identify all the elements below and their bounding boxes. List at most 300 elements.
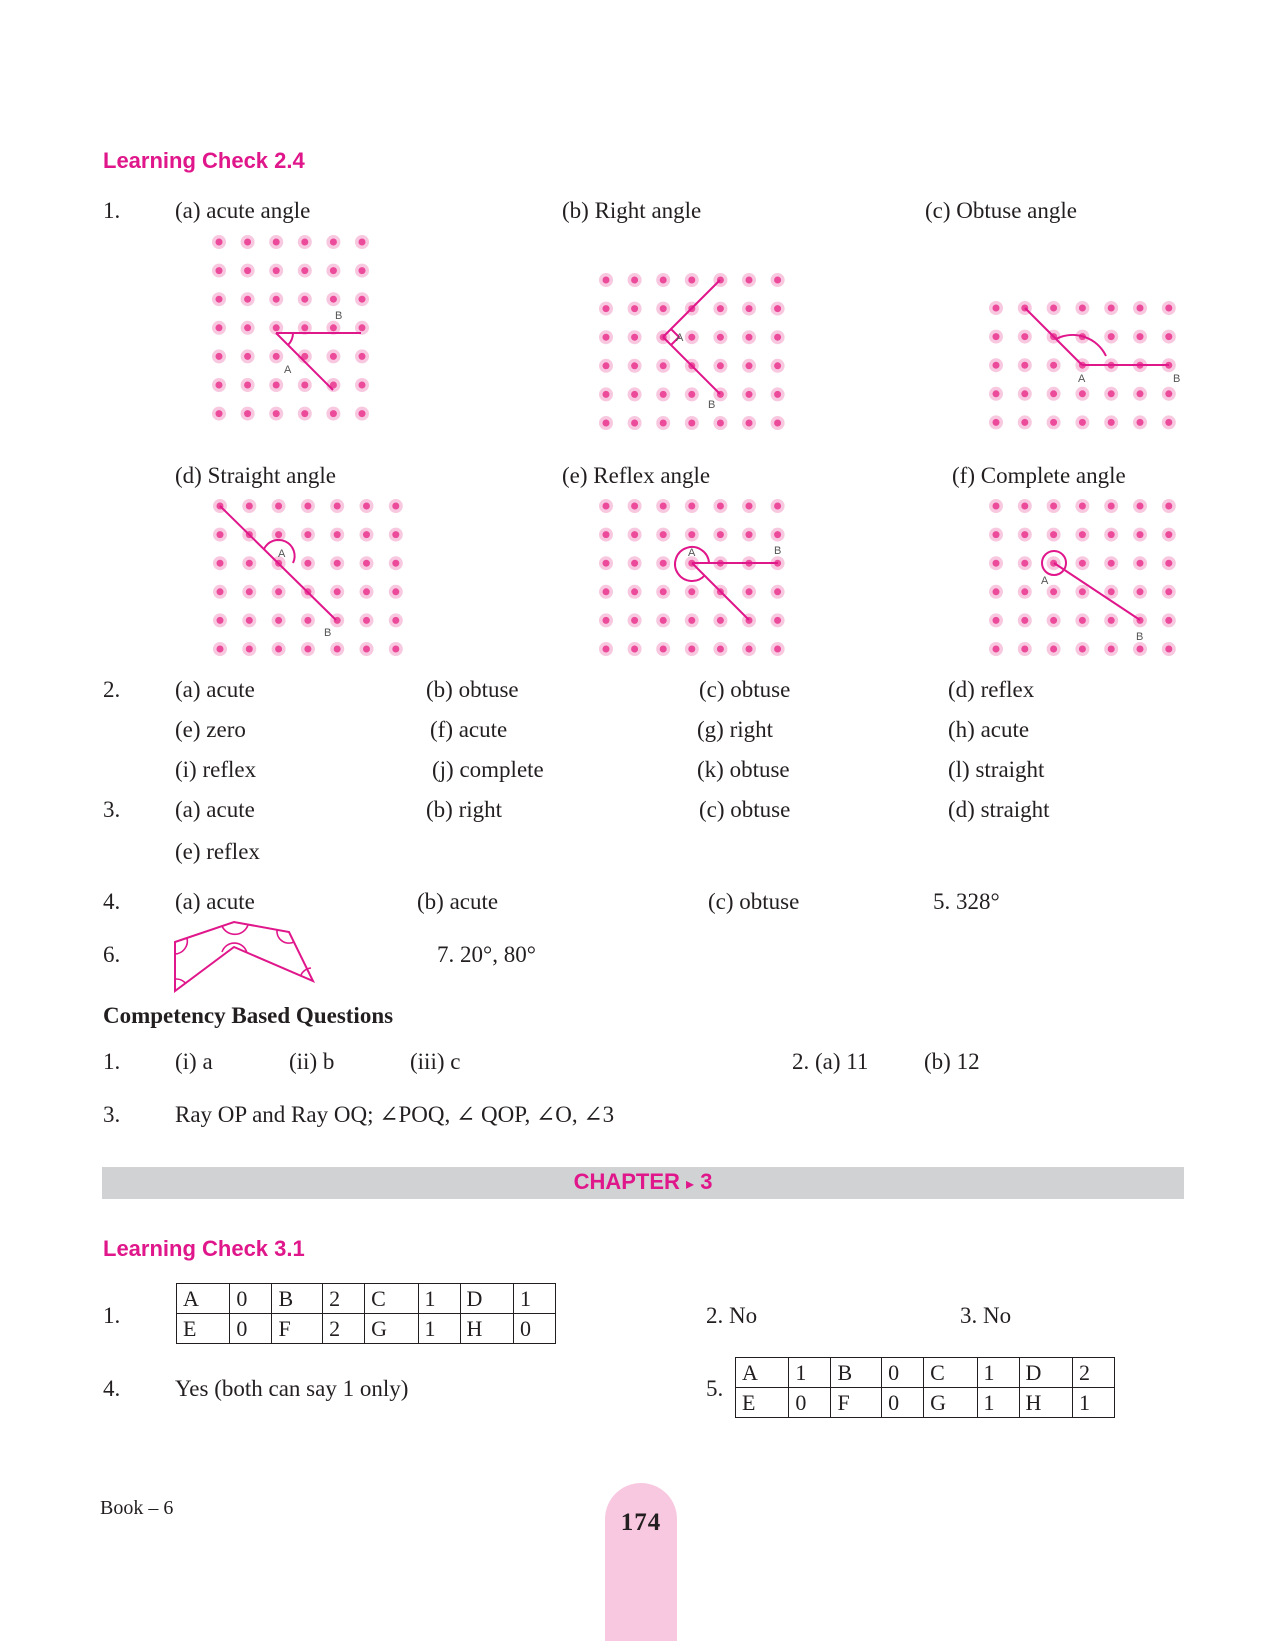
grid-dot-center — [688, 420, 695, 427]
table-cell: 0 — [882, 1388, 924, 1418]
table-cell: D — [460, 1284, 513, 1314]
grid-dot-center — [660, 588, 667, 595]
grid-dot-center — [1079, 646, 1086, 653]
table-cell: C — [365, 1284, 418, 1314]
table-row — [177, 1314, 556, 1344]
grid-dot-center — [631, 334, 638, 341]
grid-dot-center — [774, 277, 781, 284]
grid-dot-center — [244, 410, 251, 417]
q4-number: 4. — [103, 889, 121, 914]
grid-dot-center — [1079, 588, 1086, 595]
grid-dot-center — [774, 305, 781, 312]
grid-dot-center — [717, 646, 724, 653]
grid-dot-center — [304, 646, 311, 653]
point-a-label: A — [1078, 373, 1086, 385]
q2-item: (a) acute — [175, 677, 255, 702]
page-number-tab — [605, 1483, 677, 1641]
grid-dot-center — [688, 277, 695, 284]
grid-dot-center — [1165, 646, 1172, 653]
table-cell: 1 — [513, 1284, 555, 1314]
grid-dot-center — [603, 420, 610, 427]
grid-dot-center — [717, 334, 724, 341]
point-a-label: A — [688, 547, 696, 559]
lc31-q1-number: 1. — [103, 1303, 121, 1328]
table-cell: E — [736, 1388, 789, 1418]
grid-dot-center — [1108, 333, 1115, 340]
grid-dot-center — [363, 560, 370, 567]
grid-dot-center — [631, 531, 638, 538]
grid-dot-center — [688, 334, 695, 341]
table-cell: 1 — [789, 1358, 831, 1388]
grid-dot-center — [1021, 503, 1028, 510]
table-cell: B — [831, 1358, 882, 1388]
table-row — [736, 1388, 1115, 1418]
table-cell: 2 — [323, 1284, 365, 1314]
cbq-q1-number: 1. — [103, 1049, 121, 1074]
grid-dot-center — [334, 503, 341, 510]
grid-dot-center — [244, 239, 251, 246]
grid-dot-center — [392, 503, 399, 510]
grid-dot-center — [1079, 503, 1086, 510]
grid-dot-center — [217, 646, 224, 653]
cbq-q1-ii: (ii) b — [289, 1049, 335, 1074]
grid-dot-center — [1165, 333, 1172, 340]
grid-dot-center — [359, 410, 366, 417]
table-cell: F — [831, 1388, 882, 1418]
q2-item: (b) obtuse — [426, 677, 519, 702]
grid-dot-center — [631, 646, 638, 653]
grid-dot-center — [363, 617, 370, 624]
cbq-q2-b: (b) 12 — [924, 1049, 980, 1074]
q3-item: (c) obtuse — [699, 797, 791, 822]
grid-dot-center — [1165, 588, 1172, 595]
grid-dot-center — [392, 531, 399, 538]
cbq-q3-text: Ray OP and Ray OQ; ∠POQ, ∠ QOP, ∠O, ∠3 — [175, 1102, 615, 1127]
grid-dot-center — [275, 617, 282, 624]
grid-dot-center — [774, 617, 781, 624]
grid-dot-center — [1165, 305, 1172, 312]
grid-dot-center — [746, 362, 753, 369]
cbq-q2-a: 2. (a) 11 — [792, 1049, 869, 1074]
grid-dot-center — [359, 267, 366, 274]
grid-dot-center — [717, 362, 724, 369]
q3-number: 3. — [103, 797, 121, 822]
grid-dot-center — [1108, 560, 1115, 567]
table-cell: C — [924, 1358, 977, 1388]
grid-dot-center — [1079, 617, 1086, 624]
table-cell: D — [1019, 1358, 1072, 1388]
grid-dot-center — [993, 419, 1000, 426]
q4-item: (c) obtuse — [708, 889, 800, 914]
grid-dot-center — [688, 503, 695, 510]
grid-dot-center — [273, 410, 280, 417]
grid-dot-center — [660, 531, 667, 538]
grid-dot-center — [993, 617, 1000, 624]
q2-item: (g) right — [697, 717, 774, 742]
grid-dot-center — [993, 560, 1000, 567]
table-cell: F — [272, 1314, 323, 1344]
grid-dot-center — [746, 646, 753, 653]
grid-dot-center — [774, 531, 781, 538]
grid-dot-center — [217, 617, 224, 624]
cbq-q1-i: (i) a — [175, 1049, 213, 1074]
lc31-q5-number: 5. — [706, 1376, 724, 1401]
grid-dot-center — [631, 503, 638, 510]
grid-dot-center — [631, 560, 638, 567]
table-cell: 0 — [230, 1314, 272, 1344]
grid-dot-center — [273, 382, 280, 389]
grid-dot-center — [746, 531, 753, 538]
grid-dot-center — [363, 588, 370, 595]
q3-item: (b) right — [426, 797, 503, 822]
grid-dot-center — [774, 420, 781, 427]
q1c-label: (c) Obtuse angle — [925, 198, 1077, 223]
grid-dot-center — [392, 560, 399, 567]
grid-dot-center — [1137, 560, 1144, 567]
grid-dot-center — [275, 646, 282, 653]
grid-dot-center — [1050, 503, 1057, 510]
grid-dot-center — [1137, 305, 1144, 312]
grid-dot-center — [217, 588, 224, 595]
grid-dot-center — [688, 391, 695, 398]
grid-dot-center — [275, 503, 282, 510]
grid-dot-center — [717, 617, 724, 624]
grid-dot-center — [631, 420, 638, 427]
grid-dot-center — [603, 391, 610, 398]
lc31-q4-text: Yes (both can say 1 only) — [175, 1376, 409, 1401]
grid-dot-center — [993, 305, 1000, 312]
table-cell: 2 — [1072, 1358, 1114, 1388]
grid-dot-center — [1108, 617, 1115, 624]
q7-answer: 7. 20°, 80° — [437, 942, 536, 967]
grid-dot-center — [275, 588, 282, 595]
grid-dot-center — [746, 588, 753, 595]
chapter-arrow-icon: ▸ — [686, 1176, 695, 1193]
point-b-label: B — [1136, 631, 1144, 643]
quadrilateral-figure — [172, 920, 320, 992]
grid-dot-center — [1050, 617, 1057, 624]
grid-dot-center — [774, 646, 781, 653]
cbq-q3-number: 3. — [103, 1102, 121, 1127]
grid-dot-center — [688, 617, 695, 624]
grid-dot-center — [217, 560, 224, 567]
grid-dot-center — [1137, 588, 1144, 595]
obtuse-angle-figure — [984, 296, 1184, 436]
grid-dot-center — [1021, 362, 1028, 369]
grid-dot-center — [1021, 531, 1028, 538]
table-cell: G — [924, 1388, 977, 1418]
q1f-label: (f) Complete angle — [952, 463, 1126, 488]
grid-dot-center — [359, 324, 366, 331]
grid-dot-center — [688, 531, 695, 538]
grid-dot-center — [993, 503, 1000, 510]
grid-dot-center — [1108, 646, 1115, 653]
grid-dot-center — [1021, 646, 1028, 653]
table-cell: B — [272, 1284, 323, 1314]
grid-dot-center — [304, 617, 311, 624]
table-cell: G — [365, 1314, 418, 1344]
grid-dot-center — [330, 410, 337, 417]
page-number: 174 — [620, 1509, 662, 1536]
grid-dot-center — [717, 420, 724, 427]
q1e-label: (e) Reflex angle — [562, 463, 711, 488]
grid-dot-center — [631, 391, 638, 398]
grid-dot-center — [1050, 419, 1057, 426]
grid-dot-center — [273, 353, 280, 360]
grid-dot-center — [1050, 646, 1057, 653]
grid-dot-center — [330, 324, 337, 331]
grid-dot-center — [631, 277, 638, 284]
grid-dot-center — [359, 239, 366, 246]
table-cell: E — [177, 1314, 230, 1344]
table-cell: 0 — [230, 1284, 272, 1314]
grid-dot-center — [217, 531, 224, 538]
q3-item: (e) reflex — [175, 839, 260, 864]
cbq-q1-iii: (iii) c — [410, 1049, 461, 1074]
grid-dot-center — [359, 296, 366, 303]
grid-dot-center — [746, 334, 753, 341]
table-cell: 1 — [418, 1314, 460, 1344]
grid-dot-center — [359, 353, 366, 360]
q2-item: (h) acute — [948, 717, 1030, 742]
grid-dot-center — [1108, 305, 1115, 312]
grid-dot-center — [301, 267, 308, 274]
acute-angle-figure — [205, 230, 375, 430]
grid-dot-center — [603, 617, 610, 624]
grid-dot-center — [246, 646, 253, 653]
q2-item: (k) obtuse — [697, 757, 790, 782]
section-title-lc24: Learning Check 2.4 — [103, 148, 305, 173]
grid-dot-center — [330, 296, 337, 303]
grid-dot-center — [1050, 588, 1057, 595]
grid-dot-center — [301, 324, 308, 331]
grid-dot-center — [1021, 588, 1028, 595]
grid-dot-center — [1021, 560, 1028, 567]
chapter-label: CHAPTER — [573, 1169, 680, 1194]
grid-dot-center — [660, 617, 667, 624]
grid-dot-center — [273, 296, 280, 303]
grid-dot-center — [688, 646, 695, 653]
q2-item: (j) complete — [432, 757, 544, 782]
grid-dot-center — [363, 531, 370, 538]
q2-item: (l) straight — [948, 757, 1045, 782]
grid-dot-center — [746, 420, 753, 427]
answer-table-1 — [176, 1283, 556, 1344]
grid-dot-center — [993, 531, 1000, 538]
grid-dot-center — [774, 503, 781, 510]
grid-dot-center — [603, 531, 610, 538]
grid-dot-center — [717, 305, 724, 312]
q5-answer: 5. 328° — [933, 889, 1000, 914]
grid-dot-center — [1050, 305, 1057, 312]
section-title-cbq: Competency Based Questions — [103, 1003, 394, 1028]
grid-dot-center — [603, 277, 610, 284]
right-angle-figure — [594, 268, 794, 438]
grid-dot-center — [216, 410, 223, 417]
grid-dot-center — [688, 588, 695, 595]
grid-dot-center — [330, 239, 337, 246]
grid-dot-center — [216, 267, 223, 274]
grid-dot-center — [359, 382, 366, 389]
grid-dot-center — [1050, 362, 1057, 369]
chapter-banner — [102, 1167, 1184, 1199]
grid-dot-center — [1137, 531, 1144, 538]
grid-dot-center — [1137, 390, 1144, 397]
q3-item: (d) straight — [948, 797, 1050, 822]
point-b-label: B — [1173, 373, 1181, 385]
grid-dot-center — [246, 560, 253, 567]
grid-dot-center — [1021, 419, 1028, 426]
grid-dot-center — [1021, 333, 1028, 340]
grid-dot-center — [717, 531, 724, 538]
grid-dot-center — [246, 617, 253, 624]
grid-dot-center — [1165, 560, 1172, 567]
grid-dot-center — [334, 646, 341, 653]
q2-item: (e) zero — [175, 717, 246, 742]
grid-dot-center — [603, 560, 610, 567]
grid-dot-center — [1108, 588, 1115, 595]
grid-dot-center — [603, 503, 610, 510]
complete-angle-figure — [984, 494, 1184, 664]
grid-dot-center — [603, 588, 610, 595]
grid-dot-center — [631, 362, 638, 369]
grid-dot-center — [304, 531, 311, 538]
grid-dot-center — [746, 277, 753, 284]
grid-dot-center — [1165, 503, 1172, 510]
grid-dot-center — [1165, 531, 1172, 538]
grid-dot-center — [774, 362, 781, 369]
grid-dot-center — [1021, 390, 1028, 397]
grid-dot-center — [330, 267, 337, 274]
grid-dot-center — [603, 362, 610, 369]
table-cell: 2 — [323, 1314, 365, 1344]
grid-dot-center — [216, 353, 223, 360]
grid-dot-center — [301, 410, 308, 417]
grid-dot-center — [301, 239, 308, 246]
grid-dot-center — [392, 646, 399, 653]
grid-dot-center — [631, 588, 638, 595]
lc31-q2-answer: 2. No — [706, 1303, 758, 1328]
grid-dot-center — [1137, 419, 1144, 426]
q2-item: (c) obtuse — [699, 677, 791, 702]
grid-dot-center — [660, 646, 667, 653]
point-a-label: A — [278, 548, 286, 560]
grid-dot-center — [330, 353, 337, 360]
q1d-label: (d) Straight angle — [175, 463, 336, 488]
grid-dot-center — [1108, 390, 1115, 397]
grid-dot-center — [275, 531, 282, 538]
table-cell: H — [460, 1314, 513, 1344]
grid-dot-center — [1165, 419, 1172, 426]
grid-dot-center — [216, 382, 223, 389]
grid-dot-center — [304, 560, 311, 567]
grid-dot-center — [273, 239, 280, 246]
q4-item: (b) acute — [417, 889, 499, 914]
grid-dot-center — [363, 646, 370, 653]
grid-dot-center — [334, 560, 341, 567]
grid-dot-center — [244, 267, 251, 274]
grid-dot-center — [301, 296, 308, 303]
grid-dot-center — [1108, 419, 1115, 426]
q1-number: 1. — [103, 198, 121, 223]
grid-dot-center — [244, 353, 251, 360]
grid-dot-center — [304, 503, 311, 510]
point-b-label: B — [774, 545, 782, 557]
point-b-label: B — [708, 399, 716, 411]
grid-dot-center — [1108, 503, 1115, 510]
footer-book-label: Book – 6 — [100, 1497, 174, 1519]
grid-dot-center — [216, 324, 223, 331]
grid-dot-center — [631, 617, 638, 624]
grid-dot-center — [363, 503, 370, 510]
table-cell: 0 — [882, 1358, 924, 1388]
grid-dot-center — [660, 277, 667, 284]
point-a-label: A — [1041, 575, 1049, 587]
grid-dot-center — [993, 588, 1000, 595]
grid-dot-center — [301, 382, 308, 389]
lc31-q4-number: 4. — [103, 1376, 121, 1401]
grid-dot-center — [660, 305, 667, 312]
grid-dot-center — [603, 646, 610, 653]
grid-dot-center — [717, 503, 724, 510]
grid-dot-center — [993, 646, 1000, 653]
grid-dot-center — [774, 391, 781, 398]
grid-dot-center — [660, 362, 667, 369]
grid-dot-center — [746, 391, 753, 398]
table-row — [177, 1284, 556, 1314]
chapter-number: 3 — [700, 1169, 713, 1194]
grid-dot-center — [1137, 333, 1144, 340]
grid-dot-center — [603, 305, 610, 312]
table-cell: 0 — [513, 1314, 555, 1344]
grid-dot-center — [746, 305, 753, 312]
grid-dot-center — [660, 560, 667, 567]
table-row — [736, 1358, 1115, 1388]
q1b-label: (b) Right angle — [562, 198, 702, 223]
grid-dot-center — [334, 531, 341, 538]
grid-dot-center — [244, 382, 251, 389]
grid-dot-center — [774, 334, 781, 341]
q4-item: (a) acute — [175, 889, 255, 914]
q2-item: (d) reflex — [948, 677, 1035, 702]
grid-dot-center — [631, 305, 638, 312]
grid-dot-center — [246, 503, 253, 510]
point-a-label: A — [284, 364, 292, 376]
grid-dot-center — [273, 324, 280, 331]
grid-dot-center — [216, 296, 223, 303]
table-cell: 1 — [1072, 1388, 1114, 1418]
grid-dot-center — [1165, 390, 1172, 397]
q1a-label: (a) acute angle — [175, 198, 311, 223]
q3-item: (a) acute — [175, 797, 255, 822]
table-cell: A — [177, 1284, 230, 1314]
grid-dot-center — [1079, 531, 1086, 538]
grid-dot-center — [392, 588, 399, 595]
grid-dot-center — [1021, 617, 1028, 624]
grid-dot-center — [660, 420, 667, 427]
point-a-label: A — [676, 332, 684, 344]
straight-angle-figure — [208, 494, 413, 664]
section-title-lc31: Learning Check 3.1 — [103, 1236, 305, 1261]
grid-dot-center — [246, 588, 253, 595]
grid-dot-center — [993, 333, 1000, 340]
grid-dot-center — [993, 390, 1000, 397]
grid-dot-center — [273, 267, 280, 274]
q2-item: (i) reflex — [175, 757, 257, 782]
grid-dot-center — [660, 391, 667, 398]
table-cell: A — [736, 1358, 789, 1388]
grid-dot-center — [660, 503, 667, 510]
